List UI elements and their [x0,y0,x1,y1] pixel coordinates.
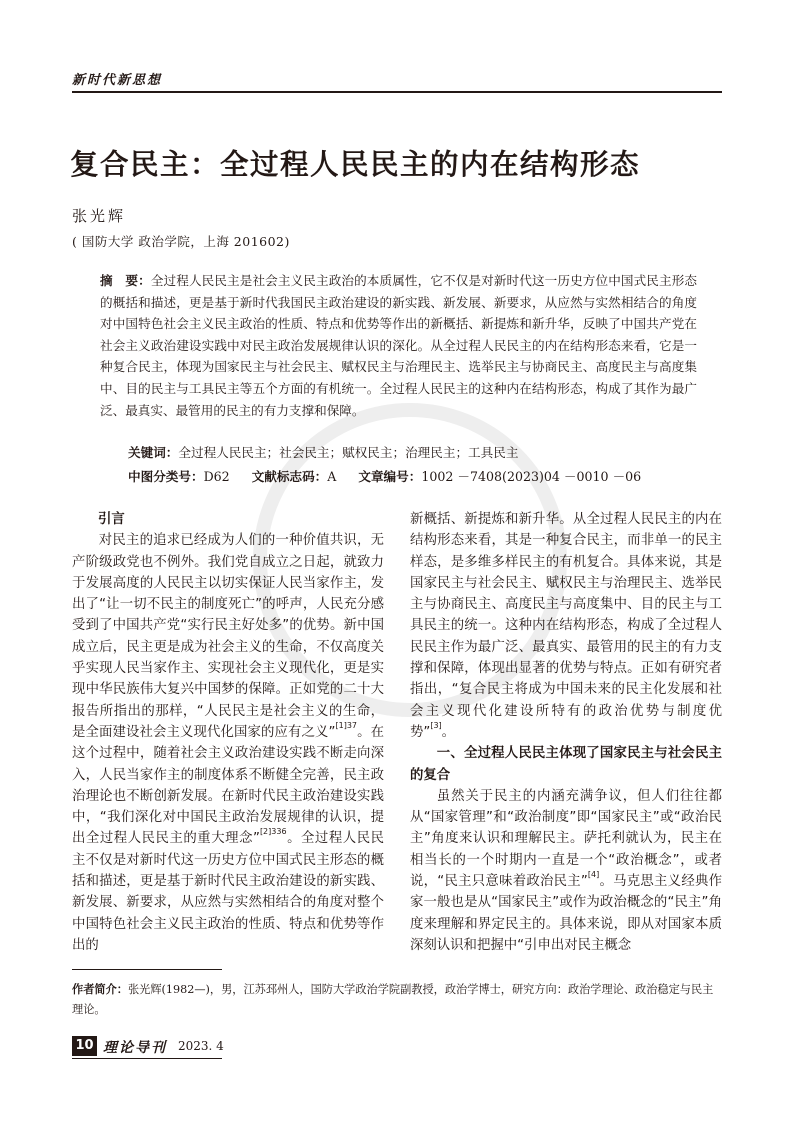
article-number-value: 1002 －7408(2023)04 －0010 －06 [421,469,642,484]
author-name: 张光辉 [72,207,127,225]
intro-heading: 引言 [98,512,125,527]
footnote-label: 作者简介： [72,983,128,996]
journal-name: 理论导刊 [103,1040,167,1056]
author-affiliation: ( 国防大学 政治学院，上海 201602) [72,234,290,249]
abstract [100,270,697,421]
section-heading: 一、全过程人民民主体现了国家民主与社会民主的复合 [410,746,722,783]
citation: [2]336 [259,827,287,837]
footnote-text: 张光辉(1982—)，男，江苏邳州人，国防大学政治学院副教授，政治学博士，研究方向：政治学理论、政治稳定与民主理论。 [72,983,714,1016]
doc-code-value: A [327,469,337,484]
citation: [3] [430,720,442,730]
abstract-label: 摘 要： [100,273,151,288]
article-number-label: 文章编号： [358,469,422,484]
doc-code-label: 文献标志码： [251,469,328,484]
body-paragraph: 虽然关于民主的内涵充满争议，但人们往往都从“国家管理”和“政治制度”即“国家民主”或“政治民主”角度来认识和理解民主。萨托利就认为，民主在相当长的一个时期内一直是一个“政治概念”，或者说，“民主只意味着政治民主”[4]。马克思主义经典作家一般也是从“国家民主”或作为政治概念的“民主”角度来理解和界定民主的。具体来说，即从对国家本质深刻认识和把握中“引申出对民主概念 [410,788,723,953]
keywords [128,442,518,461]
page-number: 10 [72,1036,97,1056]
keywords-label: 关键词： [128,445,179,460]
footnote-rule [72,969,222,970]
body-column-right [410,509,722,956]
article-title: 复合民主：全过程人民民主的内在结构形态 [70,148,641,181]
footer-rule [72,1058,222,1059]
abstract-text: 全过程人民民主是社会主义民主政治的本质属性，它不仅是对新时代这一历史方位中国式民主形态的概括和描述，更是基于新时代我国民主政治建设的新实践、新发展、新要求，从应然与实然相结合的角度对中国特色社会主义民主政治的性质、特点和优势等作出的新概括、新提炼和新升华，反映了中国共产党在社会主义政治建设实践中对民主政治发展规律认识的深化。从全过程人民民主的内在结构形态来看，它是一种复合民主，体现为国家民主与社会民主、赋权民主与治理民主、选举民主与协商民主、高度民主与高度集中、目的民主与工具民主等五个方面的有机统一。全过程人民民主的这种内在结构形态，构成了其作为最广泛、最真实、最管用的民主的有力支撑和保障。 [100,273,698,418]
author-footnote [72,980,722,1020]
clc-label: 中图分类号： [128,469,204,484]
classification-line [128,466,641,485]
clc-value: D62 [203,469,230,484]
issue-number: 2023. 4 [178,1039,224,1053]
citation: [4] [587,870,600,880]
body-paragraph: 新概括、新提炼和新升华。从全过程人民民主的内在结构形态来看，其是一种复合民主，而非单一的民主样态，是多维多样民主的有机复合。具体来说，其是国家民主与社会民主、赋权民主与治理民主、选举民主与协商民主、高度民主与高度集中、目的民主与工具民主的统一。这种内在结构形态，构成了全过程人民民主作为最广泛、最真实、最管用的民主的有力支撑和保障，体现出显著的优势与特点。正如有研究者指出，“复合民主将成为中国未来的民主化发展和社会主义现代化建设所特有的政治优势与制度优势”[3]。 [410,512,722,740]
body-paragraph: 对民主的追求已经成为人们的一种价值共识，无产阶级政党也不例外。我们党自成立之日起，就致力于发展高度的人民民主以切实保证人民当家作主，发出了“让一切不民主的制度死亡”的呼声，人民充分感受到了中国共产党“实行民主好处多”的优势。新中国成立后，民主更是成为社会主义的生命，不仅高度关乎实现人民当家作主、实现社会主义现代化，更是实现中华民族伟大复兴中国梦的保障。正如党的二十大报告所指出的那样，“人民民主是社会主义的生命，是全面建设社会主义现代化国家的应有之义”$^{[1]37}$。在这个过程中，随着社会主义政治建设实践不断走向深入，人民当家作主的制度体系不断健全完善，民主政治理论也不断创新发展。在新时代民主政治建设实践中，“我们深化对中国民主政治发展规律的认识，提出全过程人民民主的重大理念”$^{[2]336}$。全过程人民民主不仅是对新时代这一历史方位中国式民主形态的概括和描述，更是基于新时代民主政治建设的新实践、新发展、新要求，从应然与实然相结合的角度对整个中国特色社会主义民主政治的性质、特点和优势等作出的 [72,533,385,953]
header-rule [72,91,722,93]
keywords-text: 全过程人民民主；社会民主；赋权民主；治理民主；工具民主 [178,445,519,460]
body-column-left [72,509,384,956]
citation: [1]37 [335,720,357,730]
column-header: 新时代新思想 [72,73,163,88]
